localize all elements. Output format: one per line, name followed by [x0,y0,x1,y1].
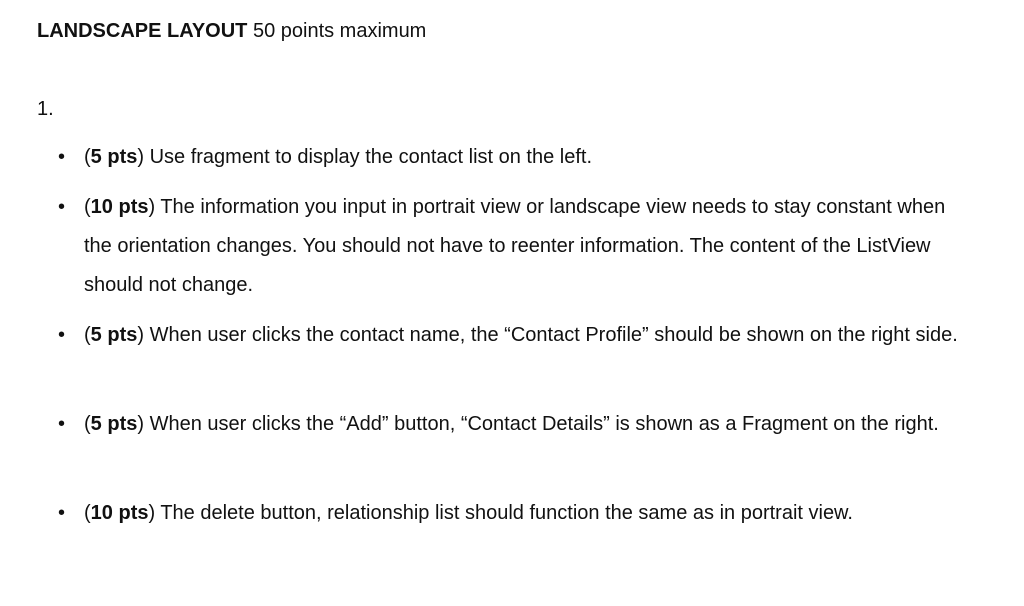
bullet-icon: • [58,502,66,524]
heading-bold: LANDSCAPE LAYOUT [37,20,248,42]
item-text: ) The delete button, relationship list should function the same as in portrait view. [148,502,853,524]
rubric-item [58,494,964,533]
points-label: 10 pts [90,196,149,218]
bullet-icon: • [58,324,66,346]
open-paren: ( [84,196,91,218]
item-text: ) When user clicks the contact name, the “Contact Profile” should be shown on the right side. [137,324,958,346]
item-text: ) The information you input in portrait view or landscape view needs to stay constant when the orientation changes. You should not have to reenter information. The content of the ListView should not change. [84,196,946,296]
open-paren: ( [84,502,91,524]
points-label: 5 pts [90,324,138,346]
open-paren: ( [84,146,91,168]
points-label: 5 pts [90,146,138,168]
bullet-icon: • [58,196,66,218]
bullet-icon: • [58,413,66,435]
bullet-icon: • [58,146,66,168]
open-paren: ( [84,413,91,435]
rubric-item [58,188,964,305]
section-number: 1. [37,98,54,120]
heading-rest: 50 points maximum [247,20,427,42]
page-heading [37,17,426,45]
item-text: ) When user clicks the “Add” button, “Contact Details” is shown as a Fragment on the right. [137,413,939,435]
item-text: ) Use fragment to display the contact list on the left. [137,146,593,168]
open-paren: ( [84,324,91,346]
rubric-item [58,405,964,444]
rubric-item [58,316,964,355]
rubric-item [58,138,964,177]
points-label: 5 pts [90,413,138,435]
points-label: 10 pts [90,502,149,524]
